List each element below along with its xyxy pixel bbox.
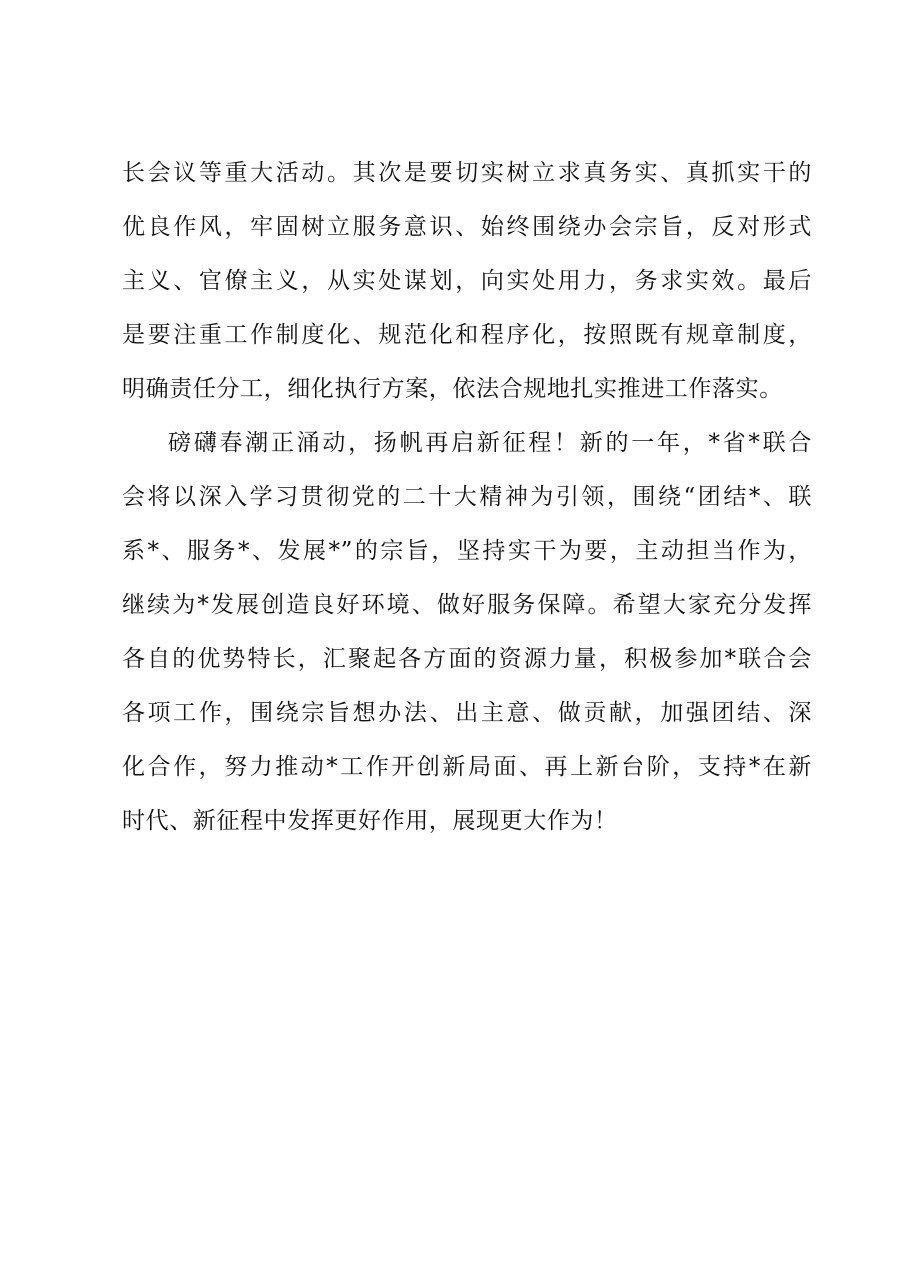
- paragraph-1: [122, 146, 812, 416]
- paragraph-line: 主义、官僚主义，从实处谋划，向实处用力，务求实效。最后: [122, 268, 812, 294]
- paragraph-line: 各自的优势特长，汇聚起各方面的资源力量，积极参加*联合会: [122, 646, 812, 672]
- paragraph-line: 明确责任分工，细化执行方案，依法合规地扎实推进工作落实。: [122, 376, 783, 402]
- paragraph-line: 优良作风，牢固树立服务意识、始终围绕办会宗旨，反对形式: [122, 214, 812, 240]
- paragraph-line: 系*、服务*、发展*”的宗旨，坚持实干为要，主动担当作为，: [122, 538, 812, 564]
- paragraph-2: [122, 416, 812, 848]
- paragraph-line: 磅礴春潮正涌动，扬帆再启新征程！新的一年，*省*联合: [168, 430, 812, 456]
- document-body: [122, 146, 812, 848]
- paragraph-line: 是要注重工作制度化、规范化和程序化，按照既有规章制度，: [122, 322, 812, 348]
- paragraph-line: 化合作，努力推动*工作开创新局面、再上新台阶，支持*在新: [122, 754, 812, 780]
- paragraph-line: 各项工作，围绕宗旨想办法、出主意、做贡献，加强团结、深: [122, 700, 812, 726]
- paragraph-line: 时代、新征程中发挥更好作用，展现更大作为！: [122, 808, 618, 834]
- paragraph-line: 会将以深入学习贯彻党的二十大精神为引领，围绕“团结*、联: [122, 484, 812, 510]
- paragraph-line: 继续为*发展创造良好环境、做好服务保障。希望大家充分发挥: [122, 592, 812, 618]
- paragraph-line: 长会议等重大活动。其次是要切实树立求真务实、真抓实干的: [122, 160, 812, 186]
